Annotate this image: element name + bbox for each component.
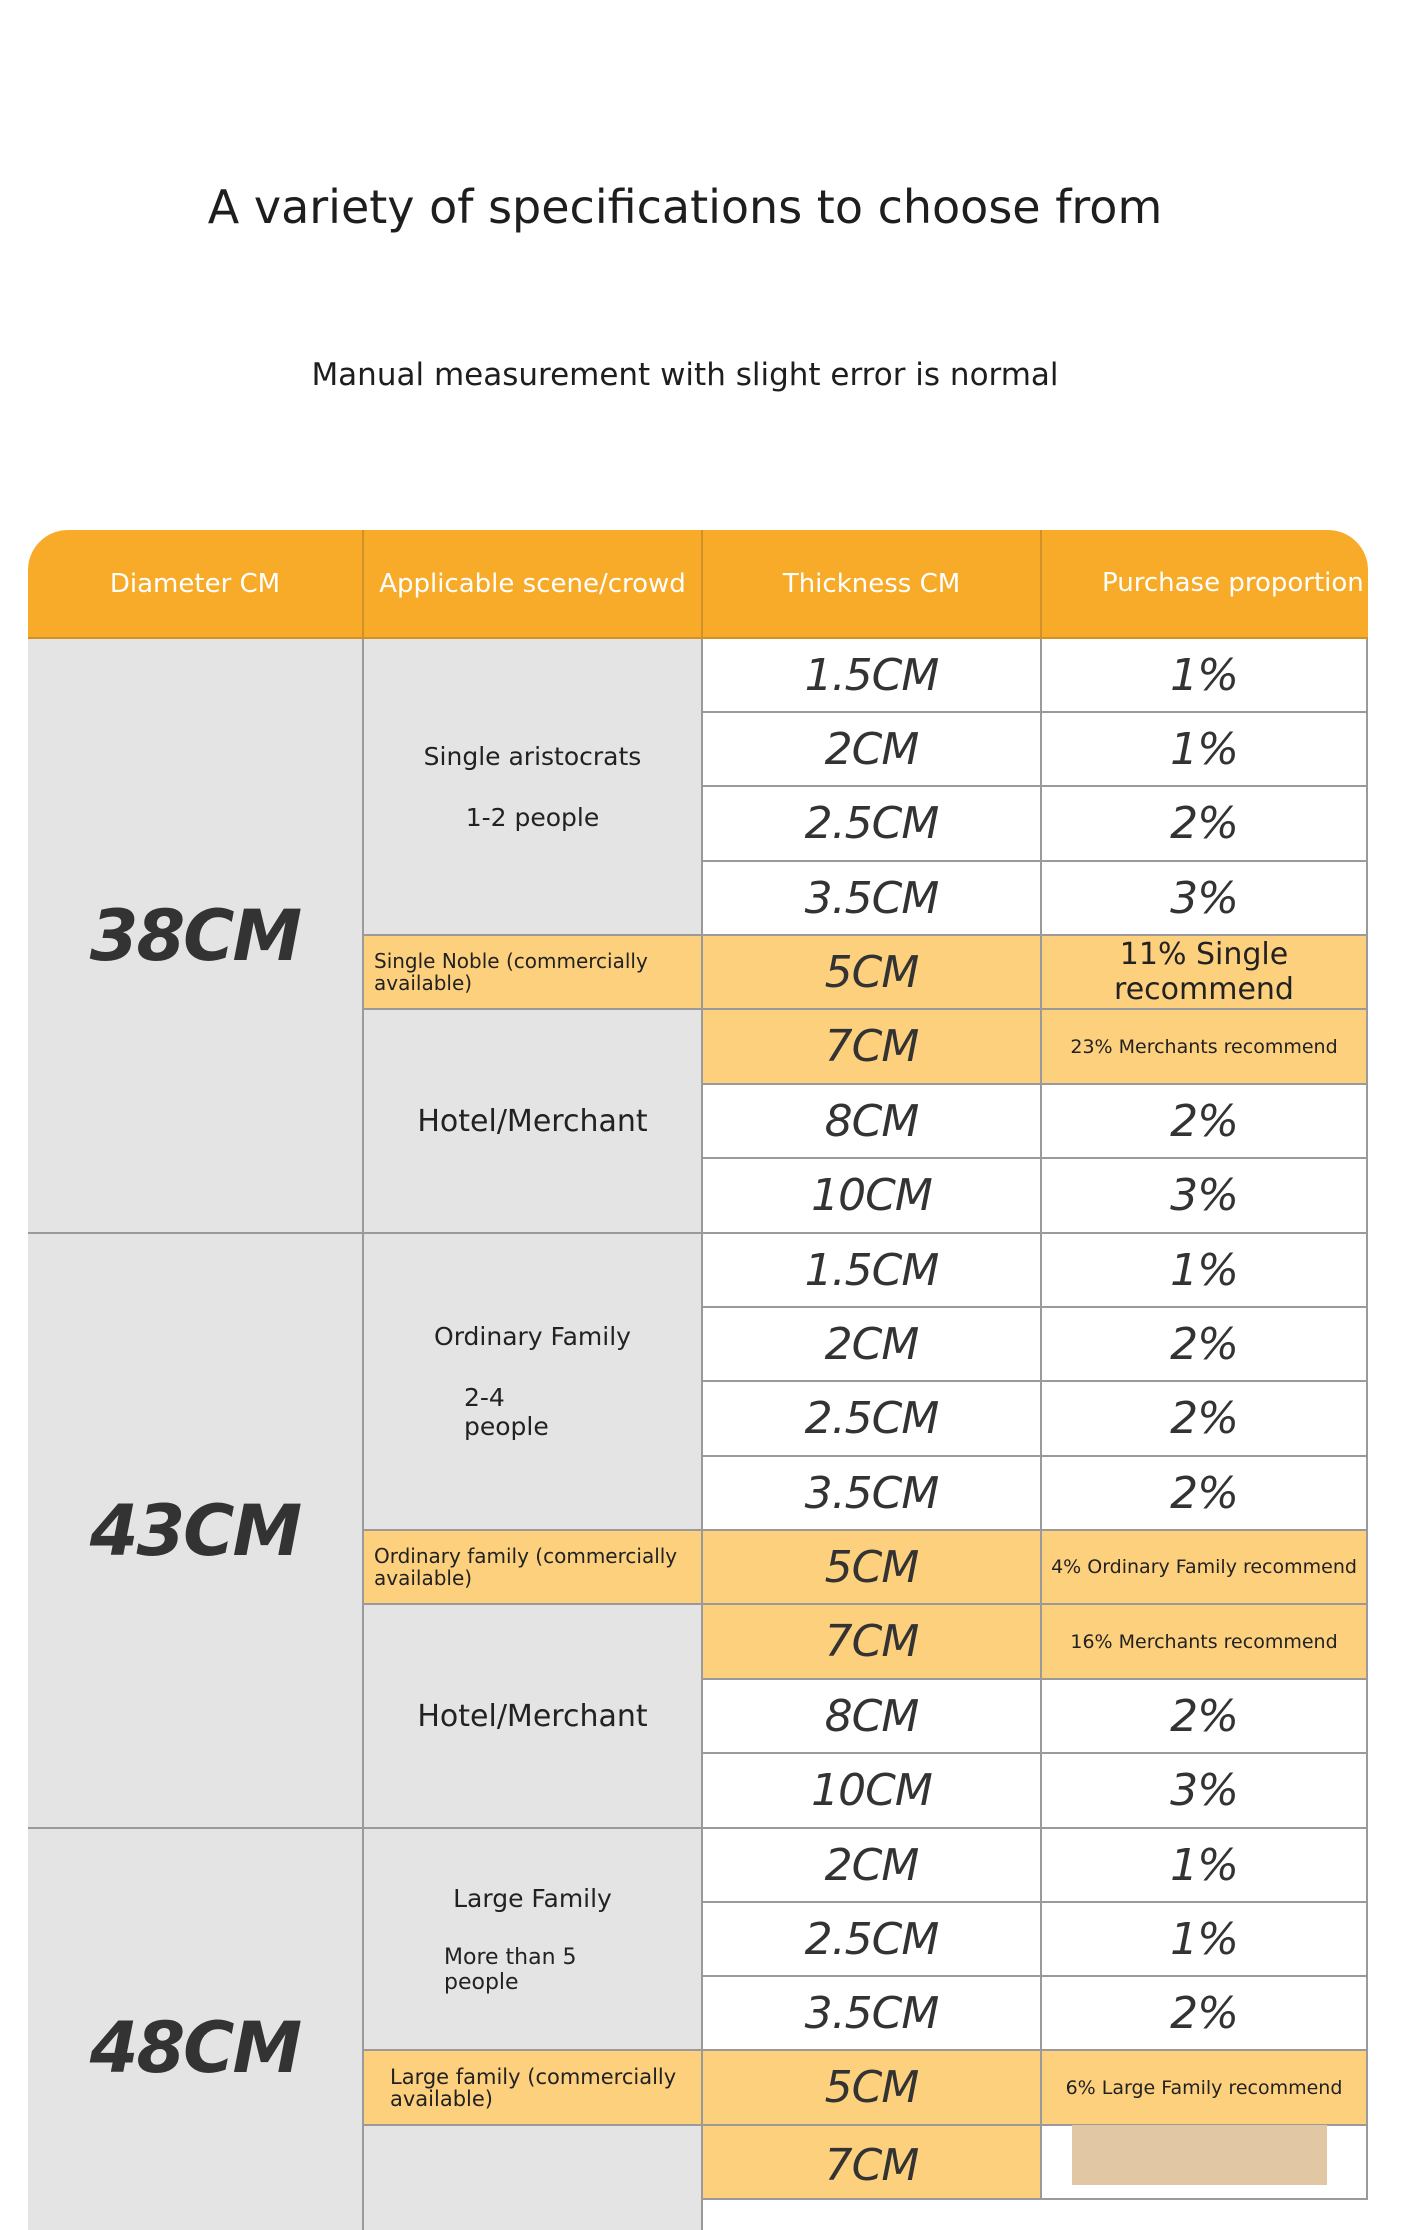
proportion-cell: 2% bbox=[1042, 1382, 1368, 1457]
thickness-cell: 8CM bbox=[703, 1085, 1042, 1159]
thickness-cell: 2CM bbox=[703, 1829, 1042, 1903]
recommend-cell: 11% Single recommend bbox=[1042, 936, 1368, 1010]
thickness-cell: 2CM bbox=[703, 1308, 1042, 1382]
thickness-cell: 10CM bbox=[703, 1159, 1042, 1234]
header-diameter: Diameter CM bbox=[28, 530, 364, 639]
proportion-cell: 3% bbox=[1042, 1754, 1368, 1829]
proportion-cell: 1% bbox=[1042, 1234, 1368, 1308]
scene-large-family bbox=[364, 1829, 703, 2051]
scene-ordinary-family bbox=[364, 1234, 703, 1531]
proportion-cell: 3% bbox=[1042, 1159, 1368, 1234]
scene-people: 1-2 people bbox=[465, 802, 600, 832]
thickness-cell: 3.5CM bbox=[703, 1457, 1042, 1531]
thickness-cell: 1.5CM bbox=[703, 1234, 1042, 1308]
proportion-cell: 2% bbox=[1042, 787, 1368, 862]
proportion-cell: 2% bbox=[1042, 1680, 1368, 1754]
page-subtitle: Manual measurement with slight error is normal bbox=[311, 357, 1059, 393]
recommend-cell: 4% Ordinary Family recommend bbox=[1042, 1531, 1368, 1605]
thickness-cell: 7CM bbox=[703, 1605, 1042, 1680]
blurred-patch bbox=[1072, 2125, 1327, 2185]
thickness-cell: 5CM bbox=[703, 2051, 1042, 2126]
thickness-cell: 2.5CM bbox=[703, 1903, 1042, 1977]
recommend-cell: 16% Merchants recommend bbox=[1042, 1605, 1368, 1680]
scene-label: Ordinary Family bbox=[434, 1322, 631, 1351]
thickness-cell: 7CM bbox=[703, 1010, 1042, 1085]
proportion-cell: 2% bbox=[1042, 1457, 1368, 1531]
scene-hotel-merchant: Hotel/Merchant bbox=[364, 1605, 703, 1829]
scene-cell-empty bbox=[364, 2126, 703, 2230]
scene-people: More than 5 people bbox=[444, 1944, 577, 1995]
proportion-cell: 2% bbox=[1042, 1308, 1368, 1382]
thickness-cell: 7CM bbox=[703, 2126, 1042, 2200]
diameter-48: 48CM bbox=[28, 1829, 364, 2230]
scene-single-aristocrats bbox=[364, 639, 703, 936]
thickness-cell: 8CM bbox=[703, 1680, 1042, 1754]
header-thickness: Thickness CM bbox=[703, 530, 1042, 639]
scene-label: Large Family bbox=[453, 1883, 612, 1913]
scene-commercial: Large family (commercially available) bbox=[364, 2051, 703, 2126]
scene-commercial: Single Noble (commercially available) bbox=[364, 936, 703, 1010]
page-title: A variety of specifications to choose from bbox=[207, 180, 1163, 234]
scene-people: 2-4 people bbox=[464, 1383, 549, 1441]
thickness-cell: 10CM bbox=[703, 1754, 1042, 1829]
thickness-cell: 3.5CM bbox=[703, 862, 1042, 936]
recommend-cell: 23% Merchants recommend bbox=[1042, 1010, 1368, 1085]
thickness-cell: 2.5CM bbox=[703, 1382, 1042, 1457]
proportion-cell: 2% bbox=[1042, 1085, 1368, 1159]
diameter-38: 38CM bbox=[28, 639, 364, 1234]
thickness-cell: 2CM bbox=[703, 713, 1042, 787]
proportion-cell: 2% bbox=[1042, 1977, 1368, 2051]
scene-commercial: Ordinary family (commercially available) bbox=[364, 1531, 703, 1605]
proportion-cell: 1% bbox=[1042, 1829, 1368, 1903]
thickness-cell: 2.5CM bbox=[703, 787, 1042, 862]
header-proportion: Purchase proportion bbox=[1042, 530, 1368, 639]
thickness-cell: 1.5CM bbox=[703, 639, 1042, 713]
thickness-cell: 5CM bbox=[703, 936, 1042, 1010]
recommend-cell: 6% Large Family recommend bbox=[1042, 2051, 1368, 2126]
header-scene: Applicable scene/crowd bbox=[364, 530, 703, 639]
scene-label: Single aristocrats bbox=[423, 741, 642, 771]
thickness-cell: 3.5CM bbox=[703, 1977, 1042, 2051]
proportion-cell: 1% bbox=[1042, 639, 1368, 713]
proportion-cell: 1% bbox=[1042, 713, 1368, 787]
proportion-cell: 3% bbox=[1042, 862, 1368, 936]
diameter-43: 43CM bbox=[28, 1234, 364, 1829]
proportion-cell: 1% bbox=[1042, 1903, 1368, 1977]
spec-table bbox=[28, 530, 1368, 2230]
scene-hotel-merchant: Hotel/Merchant bbox=[364, 1010, 703, 1234]
thickness-cell: 5CM bbox=[703, 1531, 1042, 1605]
